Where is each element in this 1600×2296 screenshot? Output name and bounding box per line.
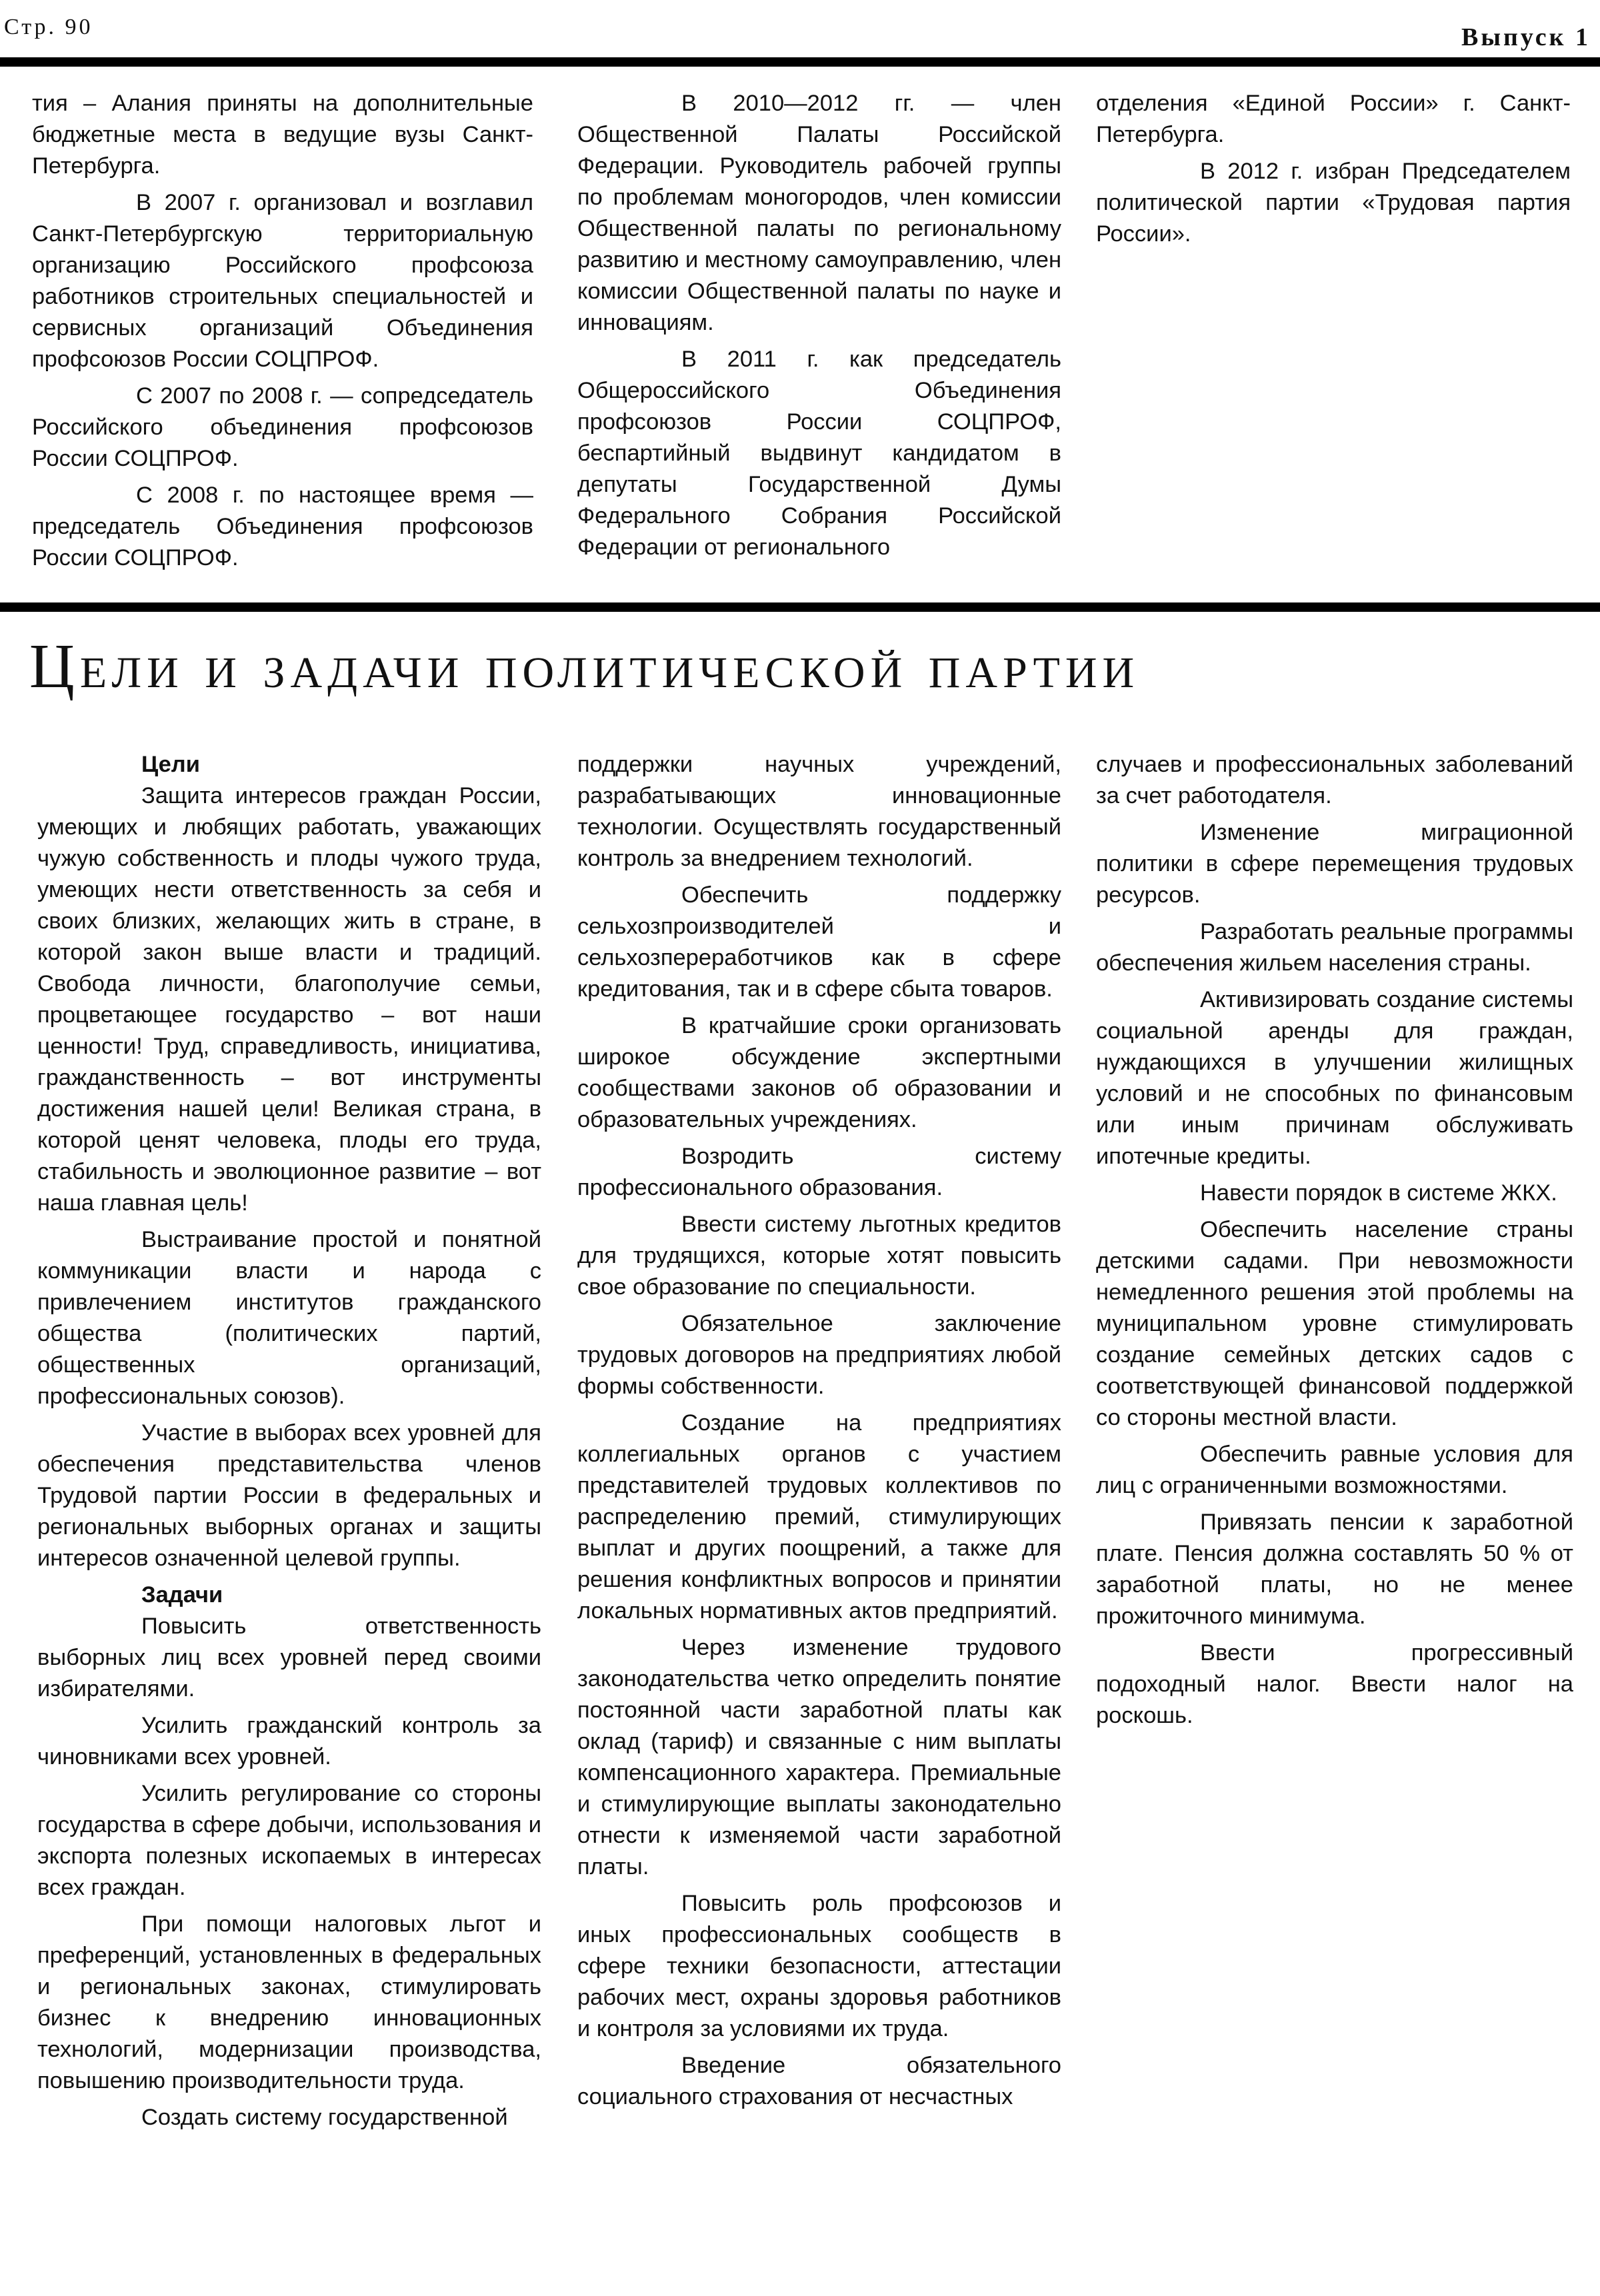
section-title: Цели и задачи политической партии	[29, 632, 1140, 701]
paragraph: Возродить систему профессионального образования.	[577, 1144, 1061, 1200]
article-column-1	[37, 749, 541, 2139]
paragraph: Создание на предприятиях коллегиальных органов с участием представителей трудовых коллективов по распределению премий, стимулирующих выплат и других поощрений, а также для решения конфликтных вопросов и принятии локальных нормативных актов предприятий.	[577, 1410, 1061, 1624]
paragraph: В 2012 г. избран Председателем политической партии «Трудовая партия России».	[1096, 159, 1571, 247]
paragraph: Введение обязательного социального страхования от несчастных	[577, 2053, 1061, 2109]
article-column-2	[577, 749, 1061, 2118]
paragraph: Обеспечить равные условия для лиц с ограниченными возможностями.	[1096, 1442, 1573, 1498]
paragraph: Привязать пенсии к заработной плате. Пенсия должна составлять 50 % от заработной платы, но не менее прожиточного минимума.	[1096, 1510, 1573, 1629]
paragraph: Ввести прогрессивный подоходный налог. Ввести налог на роскошь.	[1096, 1640, 1573, 1728]
paragraph: Создать систему государственной	[141, 2105, 508, 2130]
paragraph: Защита интересов граждан России, умеющих и любящих работать, уважающих чужую собственность и плоды чужого труда, умеющих нести ответственность за себя и своих близких, желающих жить в стране, в которой закон выше власти и традиций. Свобода личности, благополучие семьи, процветающее государство – вот наши ценности! Труд, справедливость, инициатива, гражданственность – вот инструменты достижения нашей цели! Великая страна, в которой ценят человека, плоды его труда, стабильность и эволюционное развитие – вот наша главная цель!	[37, 783, 541, 1216]
bio-column-3	[1096, 88, 1571, 255]
paragraph: Разработать реальные программы обеспечения жильем населения страны.	[1096, 919, 1573, 976]
issue-number: Выпуск 1	[1461, 23, 1591, 51]
paragraph: поддержки научных учреждений, разрабатывающих инновационные технологии. Осуществлять государственный контроль за внедрением технологий.	[577, 752, 1061, 871]
paragraph: В кратчайшие сроки организовать широкое обсуждение экспертными сообществами законов об образовании и образовательных учреждениях.	[577, 1013, 1061, 1132]
paragraph: Через изменение трудового законодательства четко определить понятие постоянной части заработной платы как оклад (тариф) и связанные с ним выплаты компенсационного характера. Премиальные и стимулирующие выплаты законодательно отнести к изменяемой части заработной платы.	[577, 1635, 1061, 1879]
paragraph: Повысить роль профсоюзов и иных профессиональных сообществ в сфере техники безопасности, аттестации рабочих мест, охраны здоровья работников и контроля за условиями их труда.	[577, 1891, 1061, 2041]
paragraph: Усилить гражданский контроль за чиновниками всех уровней.	[37, 1713, 541, 1769]
paragraph: С 2007 по 2008 г. — сопредседатель Российского объединения профсоюзов России СОЦПРОФ.	[32, 383, 533, 471]
top-divider	[0, 57, 1600, 67]
paragraph: В 2011 г. как председатель Общероссийского Объединения профсоюзов России СОЦПРОФ, беспартийный выдвинут кандидатом в депутаты Государственной Думы Федерального Собрания Российской Федерации от регионального	[577, 347, 1061, 560]
paragraph: Навести порядок в системе ЖКХ.	[1200, 1180, 1557, 1206]
paragraph: Ввести систему льготных кредитов для трудящихся, которые хотят повысить свое образование по специальности.	[577, 1212, 1061, 1300]
tasks-heading: Задачи	[141, 1582, 223, 1608]
paragraph: Усилить регулирование со стороны государства в сфере добычи, использования и экспорта полезных ископаемых в интересах всех граждан.	[37, 1781, 541, 1900]
goals-heading: Цели	[141, 752, 200, 777]
paragraph: Выстраивание простой и понятной коммуникации власти и народа с привлечением институтов гражданского общества (политических партий, общественных организаций, профессиональных союзов).	[37, 1227, 541, 1409]
paragraph: Изменение миграционной политики в сфере перемещения трудовых ресурсов.	[1096, 820, 1573, 908]
article-column-3	[1096, 749, 1573, 1737]
paragraph: отделения «Единой России» г. Санкт-Петербурга.	[1096, 91, 1571, 147]
bio-column-1	[32, 88, 533, 579]
paragraph: Обязательное заключение трудовых договоров на предприятиях любой формы собственности.	[577, 1311, 1061, 1399]
section-divider	[0, 602, 1600, 612]
paragraph: В 2010—2012 гг. — член Общественной Палаты Российской Федерации. Руководитель рабочей группы по проблемам моногородов, член комиссии Общественной палаты по региональному развитию и местному самоуправлению, член комиссии Общественной палаты по науке и инновациям.	[577, 91, 1061, 335]
bio-column-2	[577, 88, 1061, 569]
paragraph: Повысить ответственность выборных лиц всех уровней перед своими избирателями.	[37, 1614, 541, 1702]
paragraph: тия – Алания приняты на дополнительные бюджетные места в ведущие вузы Санкт-Петербурга.	[32, 91, 533, 179]
paragraph: Обеспечить поддержку сельхозпроизводителей и сельхозпереработчиков как в сфере кредитования, так и в сфере сбыта товаров.	[577, 882, 1061, 1002]
paragraph: Обеспечить население страны детскими садами. При невозможности немедленного решения этой проблемы на муниципальном уровне стимулировать создание семейных детских садов с соответствующей финансовой поддержкой со стороны местной власти.	[1096, 1217, 1573, 1430]
paragraph: С 2008 г. по настоящее время — председатель Объединения профсоюзов России СОЦПРОФ.	[32, 483, 533, 571]
paragraph: При помощи налоговых льгот и преференций, установленных в федеральных и региональных законах, стимулировать бизнес к внедрению инновационных технологий, модернизации производства, повышению производительности труда.	[37, 1911, 541, 2093]
paragraph: В 2007 г. организовал и возглавил Санкт-Петербургскую территориальную организацию Российского профсоюза работников строительных специальностей и сервисных организаций Объединения профсоюзов России СОЦПРОФ.	[32, 190, 533, 372]
paragraph: Активизировать создание системы социальной аренды для граждан, нуждающихся в улучшении жилищных условий и не способных по финансовым или иным причинам обслуживать ипотечные кредиты.	[1096, 987, 1573, 1169]
page-number: Стр. 90	[4, 15, 93, 39]
paragraph: случаев и профессиональных заболеваний за счет работодателя.	[1096, 752, 1573, 808]
paragraph: Участие в выборах всех уровней для обеспечения представительства членов Трудовой партии России в федеральных и региональных выборных органах и защиты интересов означенной целевой группы.	[37, 1420, 541, 1571]
